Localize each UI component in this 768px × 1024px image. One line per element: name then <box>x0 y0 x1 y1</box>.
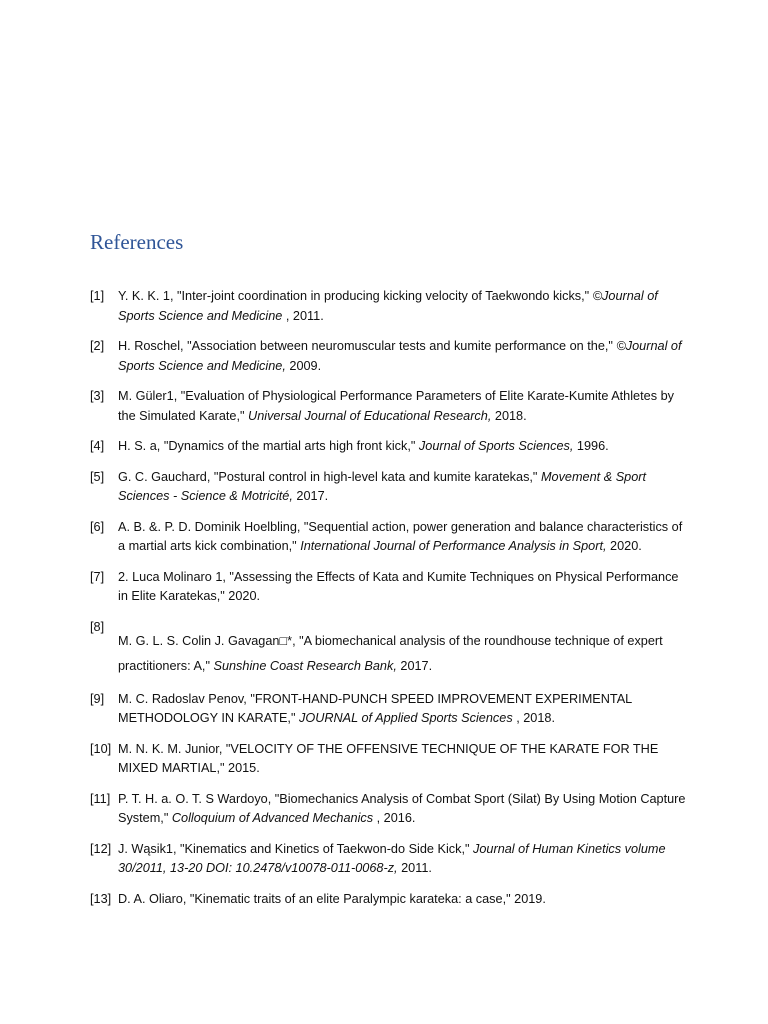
reference-number: [4] <box>90 439 105 453</box>
reference-authors-title: M. Güler1, "Evaluation of Physiological Performance Parameters of Elite Karate-Kumite Athletes by the Simulated Karate," <box>118 389 674 423</box>
reference-authors-title: M. G. L. S. Colin J. Gavagan□*, "A biomechanical analysis of the roundhouse technique of expert practitioners: A," <box>118 633 663 673</box>
reference-authors-title: J. Wąsik1, "Kinematics and Kinetics of Taekwon-do Side Kick," <box>118 841 474 856</box>
reference-number: [11] <box>90 791 111 806</box>
reference-item <box>90 337 690 376</box>
reference-number: [9] <box>90 691 105 706</box>
reference-journal: JOURNAL of Applied Sports Sciences <box>298 711 517 725</box>
reference-year: 2017. <box>396 658 433 673</box>
reference-number: [7] <box>90 569 105 584</box>
reference-year: 2009. <box>285 358 322 373</box>
reference-item <box>90 287 690 326</box>
reference-item <box>90 568 690 607</box>
reference-number: [10] <box>90 741 112 756</box>
reference-authors-title: 2. Luca Molinaro 1, "Assessing the Effects of Kata and Kumite Techniques on Physical Performance in Elite Karatekas," 2020. <box>118 569 679 603</box>
reference-text <box>118 337 690 376</box>
reference-year: 2020. <box>606 539 642 553</box>
reference-year: 2011. <box>397 861 432 875</box>
reference-text <box>118 437 690 457</box>
reference-text <box>118 690 690 729</box>
reference-item <box>90 468 690 507</box>
reference-text <box>118 740 690 779</box>
reference-authors-title: H. Roschel, "Association between neuromuscular tests and kumite performance on the," <box>118 339 617 353</box>
reference-year: , 2011. <box>285 308 324 323</box>
reference-text <box>118 840 690 879</box>
reference-text <box>118 287 690 326</box>
reference-journal: International Journal of Performance Analysis in Sport, <box>300 539 607 553</box>
reference-item <box>90 740 690 779</box>
reference-number: [13] <box>90 891 112 906</box>
reference-journal: Movement & Sport Sciences - Science & Motricité, <box>118 469 647 503</box>
reference-authors-title: M. N. K. M. Junior, "VELOCITY OF THE OFFENSIVE TECHNIQUE OF THE KARATE FOR THE MIXED MARTIAL," 2015. <box>118 741 659 775</box>
reference-year: 2017. <box>292 489 329 503</box>
reference-item <box>90 618 690 679</box>
reference-year: 2018. <box>491 408 527 423</box>
reference-authors-title: P. T. H. a. O. T. S Wardoyo, "Biomechanics Analysis of Combat Sport (Silat) By Using Motion Capture System," <box>118 791 686 825</box>
reference-text <box>118 790 690 829</box>
reference-authors-title: M. C. Radoslav Penov, "FRONT-HAND-PUNCH SPEED IMPROVEMENT EXPERIMENTAL METHODOLOGY IN KARATE," <box>118 691 632 725</box>
reference-number: [6] <box>90 519 105 534</box>
reference-item <box>90 790 690 829</box>
reference-year: 1996. <box>573 439 609 453</box>
reference-year: , 2016. <box>376 811 416 825</box>
reference-number: [3] <box>90 389 105 403</box>
reference-authors-title: A. B. &. P. D. Dominik Hoelbling, "Sequential action, power generation and balance characteristics of a martial arts kick combination," <box>118 519 683 553</box>
reference-text <box>118 890 690 910</box>
reference-item <box>90 890 690 910</box>
reference-text <box>118 568 690 607</box>
reference-number: [5] <box>90 469 105 484</box>
reference-journal: Colloquium of Advanced Mechanics <box>171 811 377 825</box>
reference-authors-title: Y. K. K. 1, "Inter-joint coordination in producing kicking velocity of Taekwondo kicks," <box>118 289 593 303</box>
reference-text <box>118 518 690 557</box>
reference-journal: Sunshine Coast Research Bank, <box>213 658 397 673</box>
reference-text <box>118 387 690 426</box>
reference-journal: ©Journal of Sports Science and Medicine <box>118 289 658 323</box>
references-heading: References <box>90 230 184 254</box>
reference-item <box>90 690 690 729</box>
reference-number: [2] <box>90 339 105 353</box>
reference-authors-title: H. S. a, "Dynamics of the martial arts high front kick," <box>118 439 419 453</box>
reference-journal: Universal Journal of Educational Research, <box>248 408 492 423</box>
reference-authors-title: G. C. Gauchard, "Postural control in high-level kata and kumite karatekas," <box>118 469 541 484</box>
reference-list <box>90 287 690 920</box>
reference-text <box>118 468 690 507</box>
reference-number: [8] <box>90 619 105 634</box>
reference-number: [1] <box>90 289 105 303</box>
reference-item <box>90 518 690 557</box>
reference-journal: Journal of Sports Sciences, <box>418 439 574 453</box>
reference-year: , 2018. <box>516 711 555 725</box>
reference-journal: Journal of Human Kinetics volume 30/2011, 13-20 DOI: 10.2478/v10078-011-0068-z, <box>118 841 666 875</box>
reference-item <box>90 437 690 457</box>
reference-text <box>118 618 690 679</box>
reference-item <box>90 387 690 426</box>
reference-number: [12] <box>90 841 112 856</box>
reference-authors-title: D. A. Oliaro, "Kinematic traits of an elite Paralympic karateka: a case," 2019. <box>118 891 546 906</box>
reference-item <box>90 840 690 879</box>
reference-journal: ©Journal of Sports Science and Medicine, <box>118 339 682 373</box>
